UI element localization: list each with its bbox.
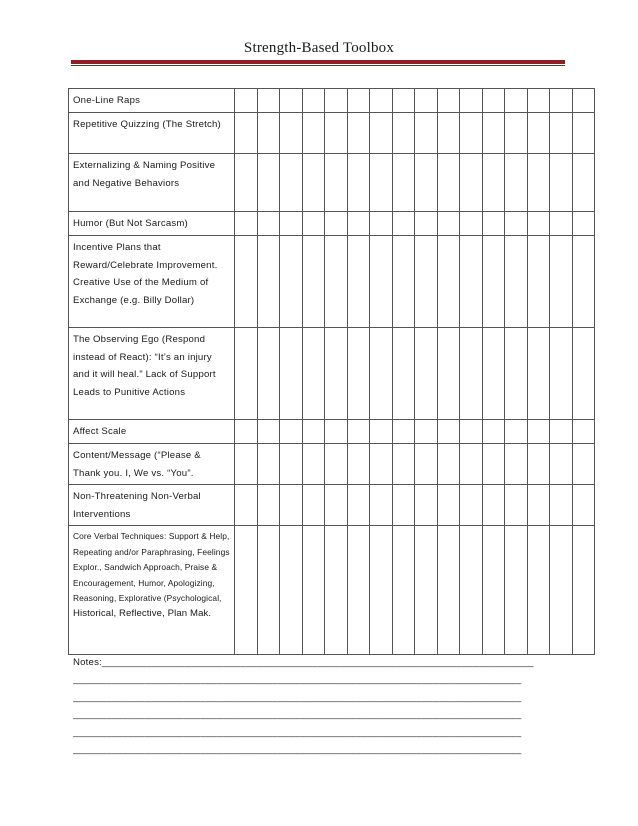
table-row bbox=[69, 212, 595, 236]
tally-cell[interactable] bbox=[572, 212, 595, 236]
tally-cell[interactable] bbox=[437, 328, 460, 420]
tally-cell[interactable] bbox=[302, 212, 325, 236]
tally-cell[interactable] bbox=[550, 236, 573, 328]
tally-cell[interactable] bbox=[415, 526, 438, 655]
tally-cell[interactable] bbox=[370, 328, 393, 420]
tally-cell[interactable] bbox=[325, 113, 348, 154]
tally-cell[interactable] bbox=[415, 420, 438, 444]
tally-cell[interactable] bbox=[280, 328, 303, 420]
tally-cell[interactable] bbox=[370, 154, 393, 212]
tally-cell[interactable] bbox=[392, 113, 415, 154]
tally-cell[interactable] bbox=[437, 113, 460, 154]
tally-cell[interactable] bbox=[437, 154, 460, 212]
tally-cell[interactable] bbox=[572, 444, 595, 485]
tally-cell[interactable] bbox=[325, 212, 348, 236]
title-divider bbox=[71, 60, 565, 64]
tally-cell[interactable] bbox=[370, 444, 393, 485]
tally-cell[interactable] bbox=[302, 485, 325, 526]
tally-cell[interactable] bbox=[527, 113, 550, 154]
tally-cell[interactable] bbox=[415, 212, 438, 236]
tally-cell[interactable] bbox=[482, 328, 505, 420]
tally-cell[interactable] bbox=[550, 212, 573, 236]
tally-cell[interactable] bbox=[280, 485, 303, 526]
tally-cell[interactable] bbox=[527, 420, 550, 444]
tally-cell[interactable] bbox=[572, 236, 595, 328]
table-row bbox=[69, 236, 595, 328]
notes-section bbox=[73, 654, 565, 758]
behavior-label: Externalizing & Naming Positive and Negative Behaviors bbox=[69, 154, 235, 212]
tally-cell[interactable] bbox=[572, 420, 595, 444]
tally-cell[interactable] bbox=[235, 420, 258, 444]
tally-cell[interactable] bbox=[257, 328, 280, 420]
tally-cell[interactable] bbox=[325, 236, 348, 328]
tally-cell[interactable] bbox=[257, 420, 280, 444]
tally-cell[interactable] bbox=[550, 444, 573, 485]
page-title: Strength-Based Toolbox bbox=[243, 40, 395, 56]
tally-cell[interactable] bbox=[280, 113, 303, 154]
tally-cell[interactable] bbox=[550, 328, 573, 420]
tally-cell[interactable] bbox=[302, 113, 325, 154]
tally-cell[interactable] bbox=[325, 526, 348, 655]
tally-cell[interactable] bbox=[257, 444, 280, 485]
behavior-label: Non-Threatening Non-Verbal Interventions bbox=[69, 485, 235, 526]
tally-cell[interactable] bbox=[505, 444, 528, 485]
tally-cell[interactable] bbox=[347, 89, 370, 113]
tally-cell[interactable] bbox=[572, 526, 595, 655]
tally-cell[interactable] bbox=[527, 328, 550, 420]
tally-cell[interactable] bbox=[325, 154, 348, 212]
tally-cell[interactable] bbox=[437, 89, 460, 113]
tally-cell[interactable] bbox=[347, 485, 370, 526]
tally-cell[interactable] bbox=[347, 212, 370, 236]
tally-cell[interactable] bbox=[550, 89, 573, 113]
tally-cell[interactable] bbox=[572, 485, 595, 526]
notes-line[interactable]: _________________________________________________________________________________ bbox=[73, 743, 522, 755]
notes-line bbox=[73, 654, 565, 671]
toolbox-table bbox=[68, 88, 595, 655]
tally-cell[interactable] bbox=[437, 444, 460, 485]
tally-cell[interactable] bbox=[572, 113, 595, 154]
notes-line[interactable]: _________________________________________________________________________________ bbox=[73, 691, 522, 703]
tally-cell[interactable] bbox=[505, 154, 528, 212]
table-row bbox=[69, 154, 595, 212]
tally-cell[interactable] bbox=[235, 154, 258, 212]
tally-cell[interactable] bbox=[280, 236, 303, 328]
tally-cell[interactable] bbox=[280, 89, 303, 113]
tally-cell[interactable] bbox=[325, 444, 348, 485]
behavior-label: The Observing Ego (Respond instead of React): “It’s an injury and it will heal.” Lack of Support Leads to Punitive Actions bbox=[69, 328, 235, 420]
notes-underline[interactable]: ______________________________________________________________________________ bbox=[101, 657, 534, 668]
tally-cell[interactable] bbox=[370, 236, 393, 328]
tally-cell[interactable] bbox=[415, 113, 438, 154]
tally-cell[interactable] bbox=[505, 236, 528, 328]
tally-cell[interactable] bbox=[460, 113, 483, 154]
tally-cell[interactable] bbox=[437, 212, 460, 236]
tally-cell[interactable] bbox=[460, 328, 483, 420]
tally-cell[interactable] bbox=[482, 526, 505, 655]
tally-cell[interactable] bbox=[370, 420, 393, 444]
notes-line[interactable]: _________________________________________________________________________________ bbox=[73, 709, 522, 721]
tally-cell[interactable] bbox=[415, 328, 438, 420]
tally-cell[interactable] bbox=[257, 212, 280, 236]
tally-cell[interactable] bbox=[505, 113, 528, 154]
tally-cell[interactable] bbox=[370, 212, 393, 236]
table-row bbox=[69, 444, 595, 485]
tally-cell[interactable] bbox=[392, 236, 415, 328]
tally-cell[interactable] bbox=[550, 113, 573, 154]
tally-cell[interactable] bbox=[302, 420, 325, 444]
behavior-label: Affect Scale bbox=[69, 420, 235, 444]
tally-cell[interactable] bbox=[437, 485, 460, 526]
tally-cell[interactable] bbox=[325, 485, 348, 526]
tally-cell[interactable] bbox=[482, 212, 505, 236]
tally-cell[interactable] bbox=[460, 444, 483, 485]
tally-cell[interactable] bbox=[257, 236, 280, 328]
tally-cell[interactable] bbox=[505, 212, 528, 236]
tally-cell[interactable] bbox=[505, 420, 528, 444]
tally-cell[interactable] bbox=[235, 444, 258, 485]
tally-cell[interactable] bbox=[392, 212, 415, 236]
table-row bbox=[69, 420, 595, 444]
tally-cell[interactable] bbox=[370, 526, 393, 655]
tally-cell[interactable] bbox=[302, 236, 325, 328]
tally-cell[interactable] bbox=[460, 485, 483, 526]
tally-cell[interactable] bbox=[527, 89, 550, 113]
tally-cell[interactable] bbox=[392, 89, 415, 113]
tally-cell[interactable] bbox=[505, 328, 528, 420]
behavior-label-text: Core Verbal Techniques: Support & Help, Repeating and/or Paraphrasing, Feelings Explor., Sandwich Approach, Praise & Encouragement, Humor, Apologizing, Reasoning, Explorative (Psychological, bbox=[73, 531, 230, 603]
table-row bbox=[69, 113, 595, 154]
tally-cell[interactable] bbox=[347, 420, 370, 444]
tally-cell[interactable] bbox=[415, 485, 438, 526]
tally-cell[interactable] bbox=[235, 212, 258, 236]
tally-cell[interactable] bbox=[482, 154, 505, 212]
tally-cell[interactable] bbox=[325, 328, 348, 420]
tally-cell[interactable] bbox=[482, 236, 505, 328]
tally-cell[interactable] bbox=[325, 420, 348, 444]
tally-cell[interactable] bbox=[257, 154, 280, 212]
tally-cell[interactable] bbox=[392, 420, 415, 444]
tally-cell[interactable] bbox=[482, 113, 505, 154]
tally-cell[interactable] bbox=[550, 420, 573, 444]
tally-cell[interactable] bbox=[482, 89, 505, 113]
tally-cell[interactable] bbox=[257, 89, 280, 113]
tally-cell[interactable] bbox=[415, 154, 438, 212]
tally-cell[interactable] bbox=[302, 526, 325, 655]
table-row bbox=[69, 526, 595, 655]
tally-cell[interactable] bbox=[257, 485, 280, 526]
tally-cell[interactable] bbox=[415, 444, 438, 485]
tally-cell[interactable] bbox=[527, 444, 550, 485]
tally-cell[interactable] bbox=[505, 526, 528, 655]
tally-cell[interactable] bbox=[347, 444, 370, 485]
tally-cell[interactable] bbox=[302, 154, 325, 212]
tally-cell[interactable] bbox=[527, 212, 550, 236]
tally-cell[interactable] bbox=[370, 89, 393, 113]
tally-cell[interactable] bbox=[347, 328, 370, 420]
tally-cell[interactable] bbox=[460, 154, 483, 212]
tally-cell[interactable] bbox=[370, 113, 393, 154]
notes-label: Notes: bbox=[73, 657, 102, 668]
tally-cell[interactable] bbox=[280, 444, 303, 485]
tally-cell[interactable] bbox=[460, 420, 483, 444]
tally-cell[interactable] bbox=[235, 89, 258, 113]
tally-cell[interactable] bbox=[527, 154, 550, 212]
tally-cell[interactable] bbox=[527, 485, 550, 526]
tally-cell[interactable] bbox=[347, 113, 370, 154]
notes-line[interactable]: _________________________________________________________________________________ bbox=[73, 674, 522, 686]
behavior-label: Content/Message (“Please & Thank you. I, We vs. “You”. bbox=[69, 444, 235, 485]
tally-cell[interactable] bbox=[482, 485, 505, 526]
tally-cell[interactable] bbox=[505, 485, 528, 526]
tally-cell[interactable] bbox=[527, 236, 550, 328]
tally-cell[interactable] bbox=[460, 89, 483, 113]
behavior-label: Humor (But Not Sarcasm) bbox=[69, 212, 235, 236]
tally-cell[interactable] bbox=[460, 212, 483, 236]
notes-line[interactable]: _________________________________________________________________________________ bbox=[73, 726, 522, 738]
tally-cell[interactable] bbox=[280, 154, 303, 212]
tally-cell[interactable] bbox=[235, 236, 258, 328]
tally-cell[interactable] bbox=[347, 236, 370, 328]
tally-cell[interactable] bbox=[302, 89, 325, 113]
tally-cell[interactable] bbox=[325, 89, 348, 113]
tally-cell[interactable] bbox=[257, 113, 280, 154]
table-row bbox=[69, 328, 595, 420]
behavior-label bbox=[69, 526, 235, 655]
tally-cell[interactable] bbox=[370, 485, 393, 526]
tally-cell[interactable] bbox=[437, 420, 460, 444]
tally-cell[interactable] bbox=[392, 485, 415, 526]
tally-cell[interactable] bbox=[392, 154, 415, 212]
tally-cell[interactable] bbox=[550, 154, 573, 212]
tally-cell[interactable] bbox=[235, 328, 258, 420]
tally-cell[interactable] bbox=[235, 526, 258, 655]
tally-cell[interactable] bbox=[572, 89, 595, 113]
behavior-label: Incentive Plans that Reward/Celebrate Improvement. Creative Use of the Medium of Exchange (e.g. Billy Dollar) bbox=[69, 236, 235, 328]
tally-cell[interactable] bbox=[302, 444, 325, 485]
tally-cell[interactable] bbox=[280, 420, 303, 444]
table-row bbox=[69, 89, 595, 113]
tally-cell[interactable] bbox=[505, 89, 528, 113]
title-divider-thin bbox=[71, 65, 565, 66]
behavior-label: One-Line Raps bbox=[69, 89, 235, 113]
tally-cell[interactable] bbox=[482, 420, 505, 444]
tally-cell[interactable] bbox=[437, 236, 460, 328]
tally-cell[interactable] bbox=[460, 526, 483, 655]
tally-cell[interactable] bbox=[415, 236, 438, 328]
tally-cell[interactable] bbox=[392, 328, 415, 420]
tally-cell[interactable] bbox=[527, 526, 550, 655]
tally-cell[interactable] bbox=[235, 485, 258, 526]
behavior-label: Repetitive Quizzing (The Stretch) bbox=[69, 113, 235, 154]
behavior-label-last-line: Historical, Reflective, Plan Mak. bbox=[73, 608, 212, 620]
tally-cell[interactable] bbox=[392, 526, 415, 655]
tally-cell[interactable] bbox=[257, 526, 280, 655]
tally-cell[interactable] bbox=[460, 236, 483, 328]
tally-cell[interactable] bbox=[347, 154, 370, 212]
tally-cell[interactable] bbox=[347, 526, 370, 655]
tally-cell[interactable] bbox=[415, 89, 438, 113]
tally-cell[interactable] bbox=[572, 328, 595, 420]
table-row bbox=[69, 485, 595, 526]
tally-cell[interactable] bbox=[572, 154, 595, 212]
tally-cell[interactable] bbox=[482, 444, 505, 485]
tally-cell[interactable] bbox=[550, 526, 573, 655]
tally-cell[interactable] bbox=[280, 212, 303, 236]
tally-cell[interactable] bbox=[235, 113, 258, 154]
tally-cell[interactable] bbox=[437, 526, 460, 655]
tally-cell[interactable] bbox=[302, 328, 325, 420]
tally-cell[interactable] bbox=[550, 485, 573, 526]
tally-cell[interactable] bbox=[280, 526, 303, 655]
tally-cell[interactable] bbox=[392, 444, 415, 485]
